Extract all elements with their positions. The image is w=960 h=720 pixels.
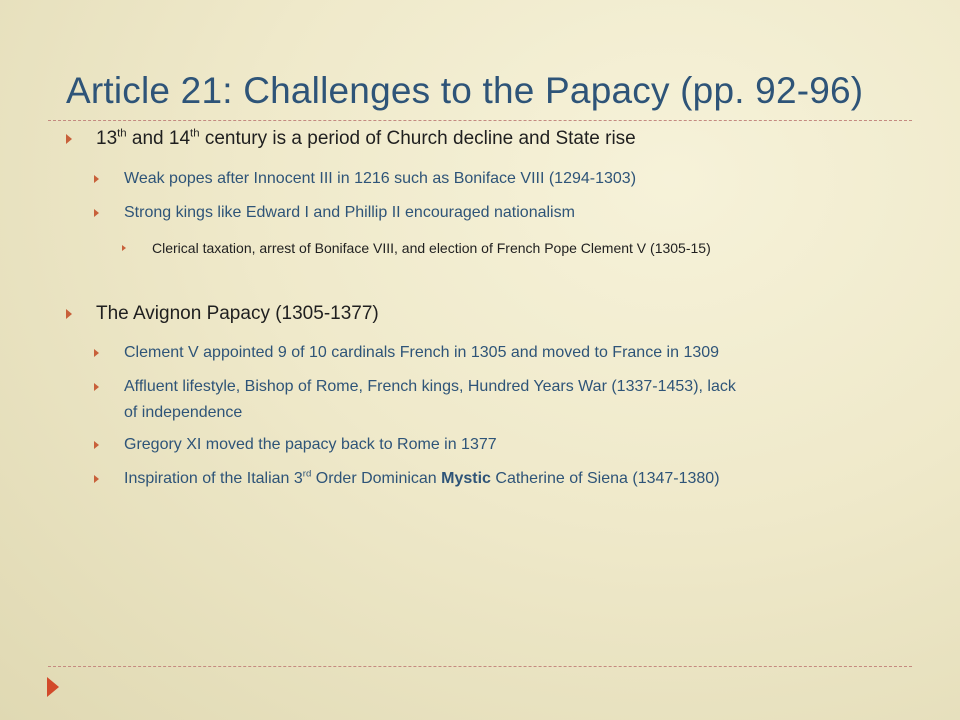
triangle-bullet-icon (66, 134, 72, 144)
triangle-bullet-icon (122, 245, 126, 251)
bullet-level3 (122, 240, 711, 256)
bullet-level1 (66, 303, 379, 325)
bullet-level2 (94, 436, 497, 454)
bullet-text: Inspiration of the Italian 3rd Order Dominican Mystic Catherine of Siena (1347-1380) (124, 468, 720, 487)
bullet-text: Clerical taxation, arrest of Boniface VIII, and election of French Pope Clement V (1305-15) (152, 240, 711, 256)
bullet-text: Weak popes after Innocent III in 1216 such as Boniface VIII (1294-1303) (124, 170, 637, 187)
footer-divider (48, 666, 912, 667)
bullet-text: Gregory XI moved the papacy back to Rome in 1377 (124, 436, 497, 453)
bullet-text: The Avignon Papacy (1305-1377) (96, 303, 379, 324)
emphasis-mystic: Mystic (441, 470, 491, 487)
bullet-level2 (94, 468, 720, 488)
bullet-level2 (94, 344, 720, 362)
bullet-level2 (94, 170, 637, 188)
bullet-text-continuation: of independence (124, 404, 243, 421)
triangle-bullet-icon (66, 309, 72, 319)
bullet-text: 13th and 14th century is a period of Church decline and State rise (96, 127, 636, 149)
triangle-bullet-icon (94, 383, 99, 391)
bullet-level2 (94, 378, 736, 396)
triangle-bullet-icon (94, 475, 99, 483)
bullet-text: Affluent lifestyle, Bishop of Rome, French kings, Hundred Years War (1337-1453), lack (124, 378, 736, 395)
triangle-bullet-icon (94, 441, 99, 449)
triangle-bullet-icon (94, 209, 99, 217)
triangle-bullet-icon (94, 349, 99, 357)
title-divider (48, 120, 912, 121)
bullet-text: Clement V appointed 9 of 10 cardinals French in 1305 and moved to France in 1309 (124, 344, 720, 361)
bullet-level2 (94, 204, 575, 222)
next-slide-arrow-icon[interactable] (47, 677, 59, 697)
bullet-text: Strong kings like Edward I and Phillip II encouraged nationalism (124, 204, 575, 221)
triangle-bullet-icon (94, 175, 99, 183)
bullet-level1 (66, 127, 636, 150)
slide-title: Article 21: Challenges to the Papacy (pp. 92-96) (66, 70, 864, 111)
